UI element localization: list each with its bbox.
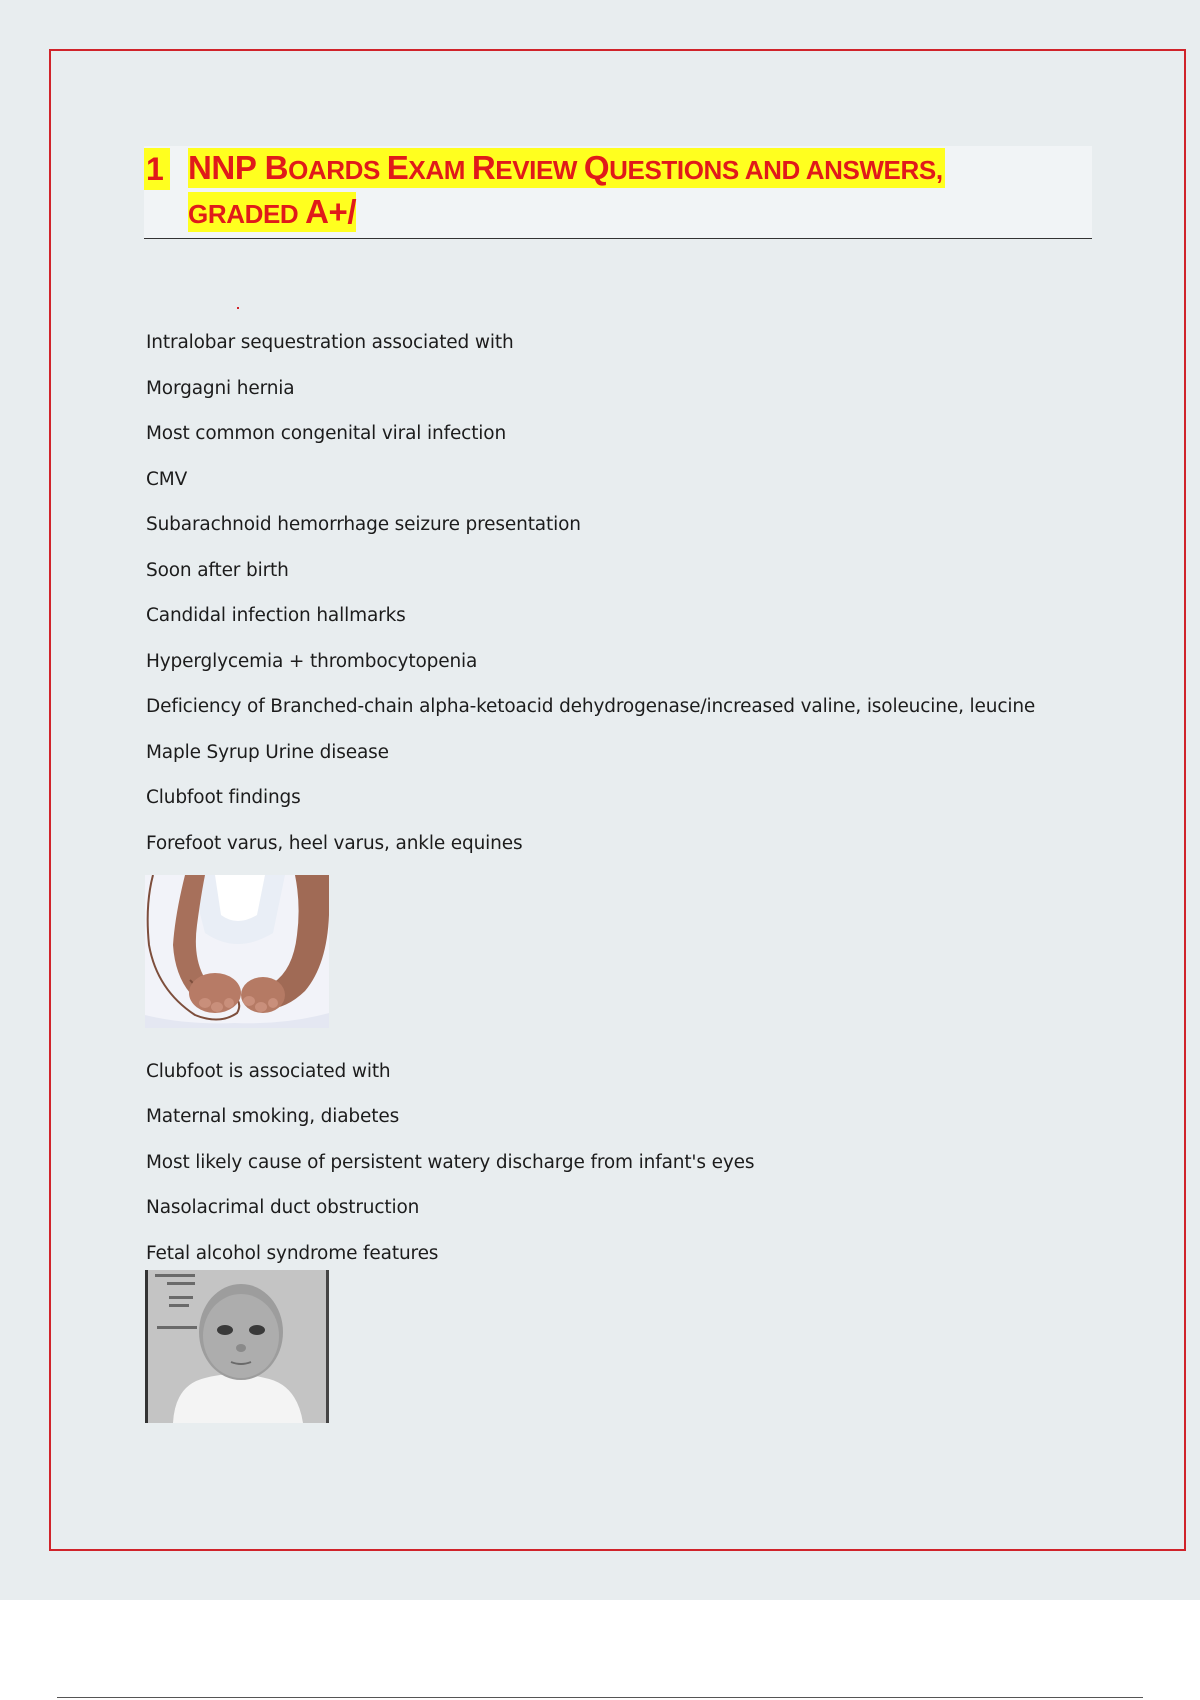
qa-question: Fetal alcohol syndrome features xyxy=(146,1242,439,1264)
heading-title-line-2 xyxy=(188,192,356,232)
heading-part: R xyxy=(471,149,496,186)
qa-answer: Morgagni hernia xyxy=(146,377,295,399)
heading-part: UESTIONS AND ANSWERS, xyxy=(609,155,943,185)
qa-question: Most likely cause of persistent watery discharge from infant's eyes xyxy=(146,1151,755,1173)
qa-answer: Soon after birth xyxy=(146,559,289,581)
heading-part: XAM xyxy=(408,155,472,185)
qa-answer: Maternal smoking, diabetes xyxy=(146,1106,400,1127)
qa-question: Clubfoot findings xyxy=(146,787,301,808)
qa-answer: Forefoot varus, heel varus, ankle equines xyxy=(146,832,523,854)
footer-rule xyxy=(57,1697,1143,1698)
qa-question: Most common congenital viral infection xyxy=(146,423,507,444)
stray-mark xyxy=(237,307,239,309)
qa-answer: Nasolacrimal duct obstruction xyxy=(146,1197,420,1218)
heading-part: EVIEW xyxy=(495,155,584,185)
heading-part: Q xyxy=(583,149,610,186)
heading-part: E xyxy=(386,149,409,186)
qa-answer: CMV xyxy=(146,468,188,490)
qa-question: Deficiency of Branched-chain alpha-ketoacid dehydrogenase/increased valine, isoleucine, leucine xyxy=(146,696,1036,717)
heading-number: 1 xyxy=(144,148,170,190)
heading-part: OARDS xyxy=(288,155,387,185)
heading-part: NNP B xyxy=(188,149,289,186)
heading-part: A+/ xyxy=(305,193,357,230)
heading-title-line-1 xyxy=(188,148,945,188)
qa-list xyxy=(146,329,1146,1285)
qa-question: Clubfoot is associated with xyxy=(146,1060,391,1082)
heading-part: GRADED xyxy=(188,199,306,229)
document-heading xyxy=(144,146,1092,239)
qa-question: Candidal infection hallmarks xyxy=(146,605,406,626)
qa-answer: Hyperglycemia + thrombocytopenia xyxy=(146,650,478,672)
qa-answer: Maple Syrup Urine disease xyxy=(146,741,389,763)
qa-question: Subarachnoid hemorrhage seizure presentation xyxy=(146,514,581,535)
fetal-alcohol-syndrome-photo xyxy=(145,1270,329,1423)
qa-question: Intralobar sequestration associated with xyxy=(146,332,514,353)
clubfoot-photo xyxy=(145,875,329,1028)
